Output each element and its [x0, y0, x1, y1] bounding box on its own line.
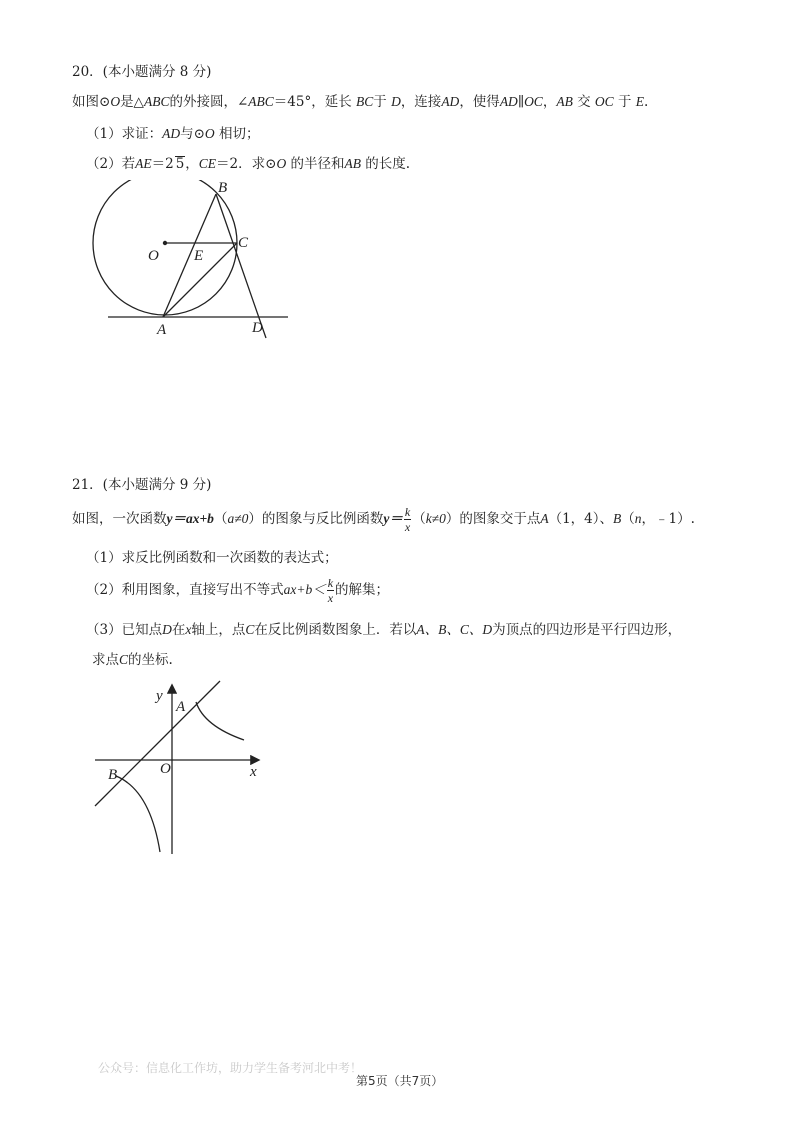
segment-ab	[163, 194, 216, 317]
q20-figure	[90, 180, 310, 345]
label-a: A	[176, 699, 186, 715]
q20-stem: 如图⊙O是△ABC的外接圆，∠ABC＝45°，延长 BC于 D，连接AD，使得AD∥OC，AB 交 OC 于 E.	[72, 94, 649, 110]
q21-figure	[90, 678, 270, 858]
q21-part1: （1）求反比例函数和一次函数的表达式；	[86, 550, 338, 566]
label-o: O	[160, 761, 171, 777]
watermark-text: 公众号：信息化工作坊，助力学生备考河北中考！	[98, 1061, 363, 1075]
fraction-k-over-x: $\frac{k}{x}$	[404, 505, 411, 534]
sqrt-five: 5	[175, 156, 185, 172]
hyperbola-branch-1	[196, 702, 244, 740]
fraction-k-over-x-2: $\frac{k}{x}$	[327, 576, 334, 605]
label-d: D	[252, 320, 263, 336]
page-number: 第5页（共7页）	[356, 1074, 444, 1088]
label-a: A	[157, 322, 167, 338]
q21-stem: 如图，一次函数y＝ax+b（a≠0）的图象与反比例函数y＝ $\frac{k}{x}$ （k≠0）的图象交于点A（1，4）、B（n，﹣1）.	[72, 505, 695, 534]
label-c: C	[238, 235, 249, 251]
q21-part2: （2）利用图象，直接写出不等式ax+b＜ $\frac{k}{x}$ 的解集；	[86, 576, 390, 605]
label-o: O	[148, 248, 159, 264]
q20-part1: （1）求证：AD与⊙O 相切；	[86, 126, 260, 142]
q20-part2: （2）若AE＝2 5，CE＝2．求⊙O 的半径和AB 的长度.	[86, 156, 411, 172]
q21-part3: （3）已知点D在x轴上，点C在反比例函数图象上．若以A、B、C、D为顶点的四边形是平行四边形，	[86, 622, 682, 638]
q21-heading: 21．(本小题满分 9 分)	[72, 477, 212, 493]
label-b: B	[218, 180, 228, 196]
label-x: x	[250, 764, 257, 780]
q21-part3-cont: 求点C的坐标.	[92, 652, 173, 668]
label-b: B	[108, 767, 118, 783]
point-o	[163, 241, 167, 245]
q20-heading: 20．(本小题满分 8 分)	[72, 64, 212, 80]
hyperbola-branch-2	[116, 776, 160, 852]
label-e: E	[194, 248, 204, 264]
circle-o	[93, 180, 237, 315]
label-y: y	[156, 688, 163, 704]
